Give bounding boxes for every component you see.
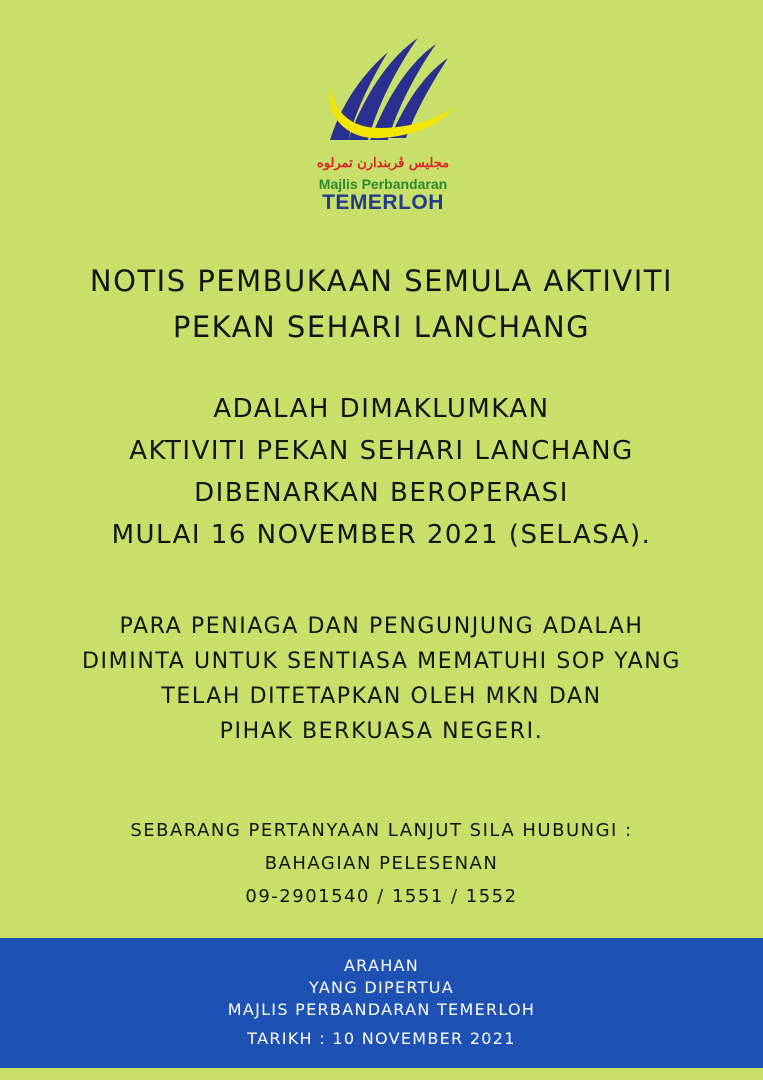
sop-reminder	[0, 609, 763, 749]
announcement-line-1: ADALAH DIMAKLUMKAN	[213, 394, 550, 424]
footer-line-3: MAJLIS PERBANDARAN TEMERLOH	[227, 1000, 536, 1019]
title-line-1: NOTIS PEMBUKAAN SEMULA AKTIVITI	[89, 264, 674, 298]
logo-emblem-icon	[308, 28, 468, 158]
sop-line-2: DIMINTA UNTUK SENTIASA MEMATUHI SOP YANG	[82, 649, 681, 674]
announcement	[0, 388, 763, 556]
logo-council-name: Majlis Perbandaran	[318, 176, 448, 192]
footer-authority	[0, 955, 763, 1021]
logo-town-name: TEMERLOH	[322, 191, 444, 214]
contact-phone: 09-2901540 / 1551 / 1552	[245, 886, 518, 907]
announcement-line-4: MULAI 16 NOVEMBER 2021 (SELASA).	[111, 520, 652, 550]
announcement-line-3: DIBENARKAN BEROPERASI	[194, 478, 569, 508]
contact-line-1: SEBARANG PERTANYAAN LANJUT SILA HUBUNGI :	[130, 820, 633, 841]
footer-line-1: ARAHAN	[343, 956, 420, 975]
sop-line-3: TELAH DITETAPKAN OLEH MKN DAN	[161, 684, 602, 709]
contact-department: BAHAGIAN PELESENAN	[264, 853, 499, 874]
announcement-line-2: AKTIVITI PEKAN SEHARI LANCHANG	[129, 436, 634, 466]
bottom-strip	[0, 1068, 763, 1080]
logo-jawi-text: مجليس ڤربندارن تمرلوه	[316, 156, 450, 171]
mpt-logo	[308, 28, 468, 218]
footer-band	[0, 938, 763, 1068]
notice-title	[0, 258, 763, 350]
title-line-2: PEKAN SEHARI LANCHANG	[172, 310, 591, 344]
sop-line-4: PIHAK BERKUASA NEGERI.	[219, 719, 544, 744]
contact-info	[0, 814, 763, 913]
sop-line-1: PARA PENIAGA DAN PENGUNJUNG ADALAH	[119, 614, 644, 639]
footer-date: TARIKH : 10 NOVEMBER 2021	[247, 1029, 516, 1048]
footer-line-2: YANG DIPERTUA	[308, 978, 454, 997]
